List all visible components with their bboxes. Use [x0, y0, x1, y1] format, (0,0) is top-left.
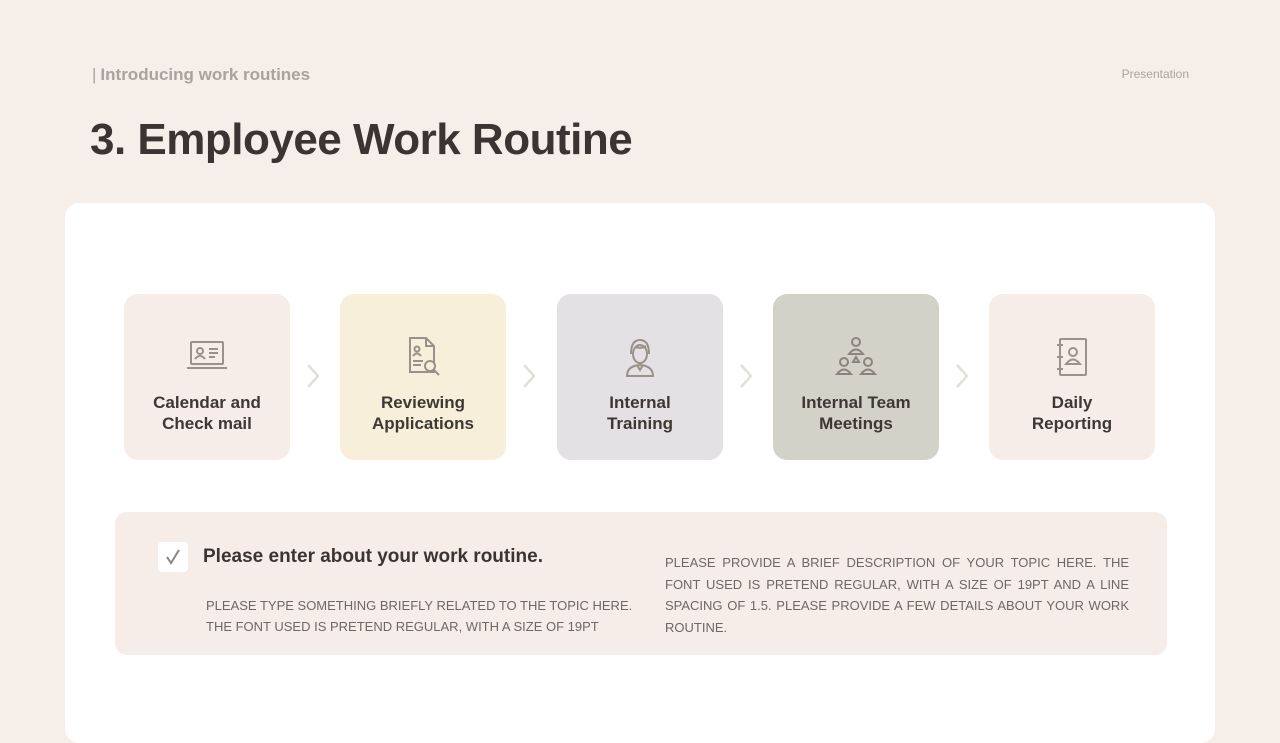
step-label: Calendar and Check mail: [153, 393, 261, 433]
step-label: Daily Reporting: [1031, 393, 1113, 433]
step-label: Internal Training: [606, 393, 674, 433]
page-title: 3. Employee Work Routine: [90, 115, 633, 164]
content-panel: [65, 203, 1215, 743]
step-label: Internal Team Meetings: [801, 393, 911, 433]
note-right-text: PLEASE PROVIDE A BRIEF DESCRIPTION OF YOUR TOPIC HERE. THE FONT USED IS PRETEND REGULAR, WITH A SIZE OF 19PT AND A LINE SPACING OF 1.5. PLEASE PROVIDE A FEW DETAILS ABOUT YOUR WORK ROUTINE.: [665, 555, 1129, 635]
person-headset-icon: [613, 330, 667, 384]
document-search-icon: [396, 330, 450, 384]
subtitle-bar: |: [92, 65, 97, 84]
note-left-text: PLEASE TYPE SOMETHING BRIEFLY RELATED TO THE TOPIC HERE. THE FONT USED IS PRETEND REGULAR, WITH A SIZE OF 19PT: [206, 598, 633, 634]
subtitle-text: Introducing work routines: [100, 65, 311, 84]
chevron-right-icon: [305, 362, 321, 390]
team-people-icon: [829, 330, 883, 384]
step-internal-training: [557, 294, 723, 460]
contact-book-icon: [1045, 330, 1099, 384]
note-heading: Please enter about your work routine.: [203, 546, 543, 567]
step-team-meetings: [773, 294, 939, 460]
checkbox[interactable]: [158, 542, 188, 572]
step-reviewing-applications: [340, 294, 506, 460]
chevron-right-icon: [738, 362, 754, 390]
chevron-right-icon: [954, 362, 970, 390]
chevron-right-icon: [521, 362, 537, 390]
step-daily-reporting: [989, 294, 1155, 460]
presentation-badge: Presentation: [1121, 67, 1189, 81]
step-calendar-mail: [124, 294, 290, 460]
laptop-contact-icon: [180, 330, 234, 384]
section-subtitle: [92, 64, 310, 86]
step-label: Reviewing Applications: [371, 393, 474, 433]
